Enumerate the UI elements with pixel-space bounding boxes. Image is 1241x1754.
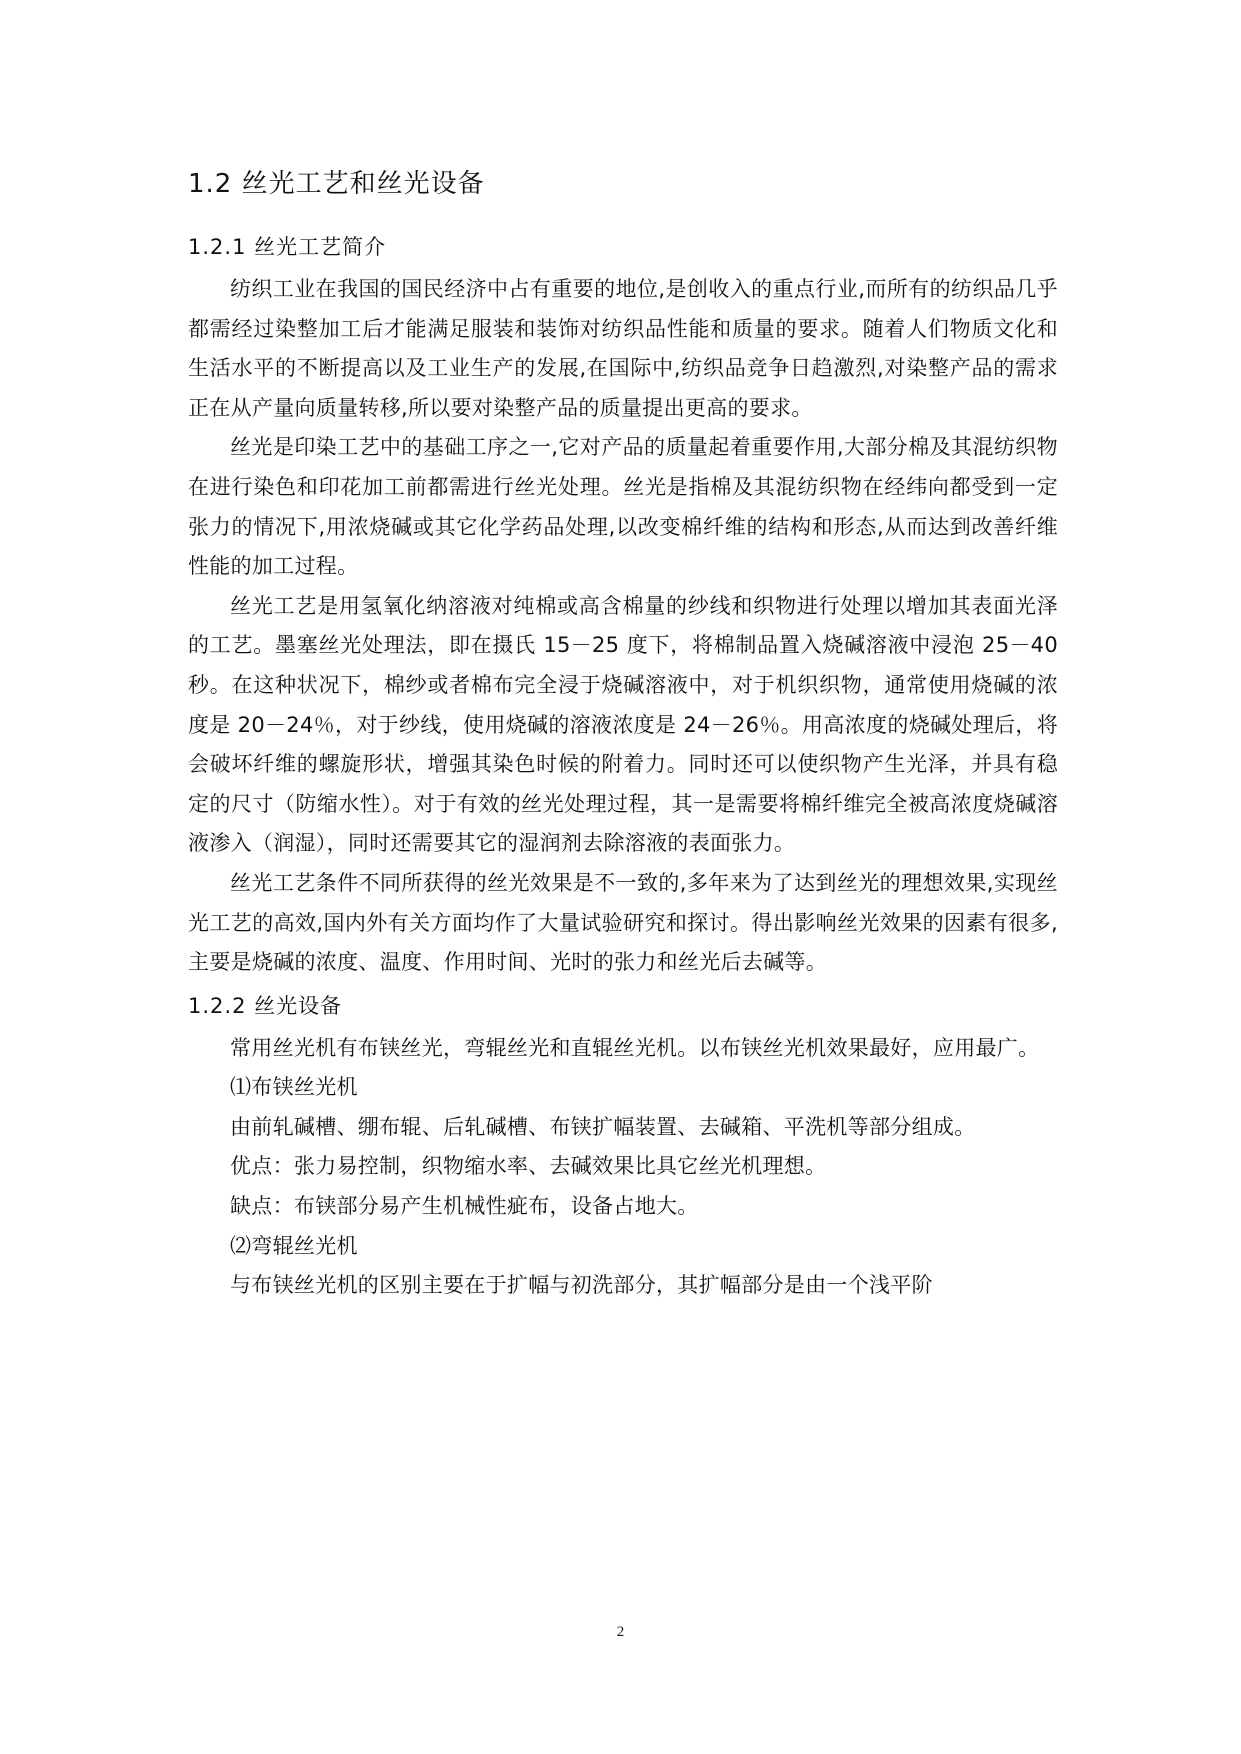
page-number: 2 — [616, 1624, 625, 1640]
page-content — [188, 166, 1058, 1306]
subsection-title-equipment: 1.2.2 丝光设备 — [188, 993, 343, 1018]
paragraph-disadvantages: 缺点：布铗部分易产生机械性疵布，设备占地大。 — [230, 1194, 699, 1219]
paragraph-mercerizing-process: 丝光工艺是用氢氧化纳溶液对纯棉或高含棉量的纱线和织物进行处理以增加其表面光泽的工艺。墨塞丝光处理法，即在摄氏 15－25 度下，将棉制品置入烧碱溶液中浸泡 25－40 秒。在这种状况下，棉纱或者棉布完全浸于烧碱溶液中，对于机织织物，通常使用烧碱的浓度是 20－24％，对于纱线，使用烧碱的溶液浓度是 24－26％。用高浓度的烧碱处理后，将会破坏纤维的螺旋形状，增强其染色时候的附着力。同时还可以使织物产生光泽，并具有稳定的尺寸（防缩水性）。对于有效的丝光处理过程，其一是需要将棉纤维完全被高浓度烧碱溶液渗入（润湿），同时还需要其它的湿润剂去除溶液的表面张力。 — [188, 593, 1058, 856]
paragraph-common-machines: 常用丝光机有布铗丝光，弯辊丝光和直辊丝光机。以布铗丝光机效果最好，应用最广。 — [230, 1035, 1040, 1060]
paragraph-curved-roller-difference: 与布铗丝光机的区别主要在于扩幅与初洗部分，其扩幅部分是由一个浅平阶 — [230, 1273, 933, 1298]
paragraph-clip-machine-composition: 由前轧碱槽、绷布辊、后轧碱槽、布铗扩幅装置、去碱箱、平洗机等部分组成。 — [230, 1114, 976, 1139]
paragraph-mercerizing-factors: 丝光工艺条件不同所获得的丝光效果是不一致的,多年来为了达到丝光的理想效果,实现丝光工艺的高效,国内外有关方面均作了大量试验研究和探讨。得出影响丝光效果的因素有很多,主要是烧碱的浓度、温度、作用时间、光时的张力和丝光后去碱等。 — [188, 870, 1058, 975]
list-heading-clip-machine: ⑴布铗丝光机 — [230, 1075, 358, 1100]
paragraph-mercerizing-definition: 丝光是印染工艺中的基础工序之一,它对产品的质量起着重要作用,大部分棉及其混纺织物在进行染色和印花加工前都需进行丝光处理。丝光是指棉及其混纺织物在经纬向都受到一定张力的情况下,用浓烧碱或其它化学药品处理,以改变棉纤维的结构和形态,从而达到改善纤维性能的加工过程。 — [188, 435, 1058, 579]
subsection-title-process-intro: 1.2.1 丝光工艺简介 — [188, 235, 387, 259]
paragraph-textile-industry: 纺织工业在我国的国民经济中占有重要的地位,是创收入的重点行业,而所有的纺织品几乎都需经过染整加工后才能满足服装和装饰对纺织品性能和质量的要求。随着人们物质文化和生活水平的不断提高以及工业生产的发展,在国际中,纺织品竞争日趋激烈,对染整产品的需求正在从产量向质量转移,所以要对染整产品的质量提出更高的要求。 — [188, 277, 1058, 420]
section-title: 1.2 丝光工艺和丝光设备 — [188, 169, 485, 199]
paragraph-advantages: 优点：张力易控制，织物缩水率、去碱效果比具它丝光机理想。 — [230, 1154, 827, 1179]
list-heading-curved-roller-machine: ⑵弯辊丝光机 — [230, 1233, 358, 1258]
